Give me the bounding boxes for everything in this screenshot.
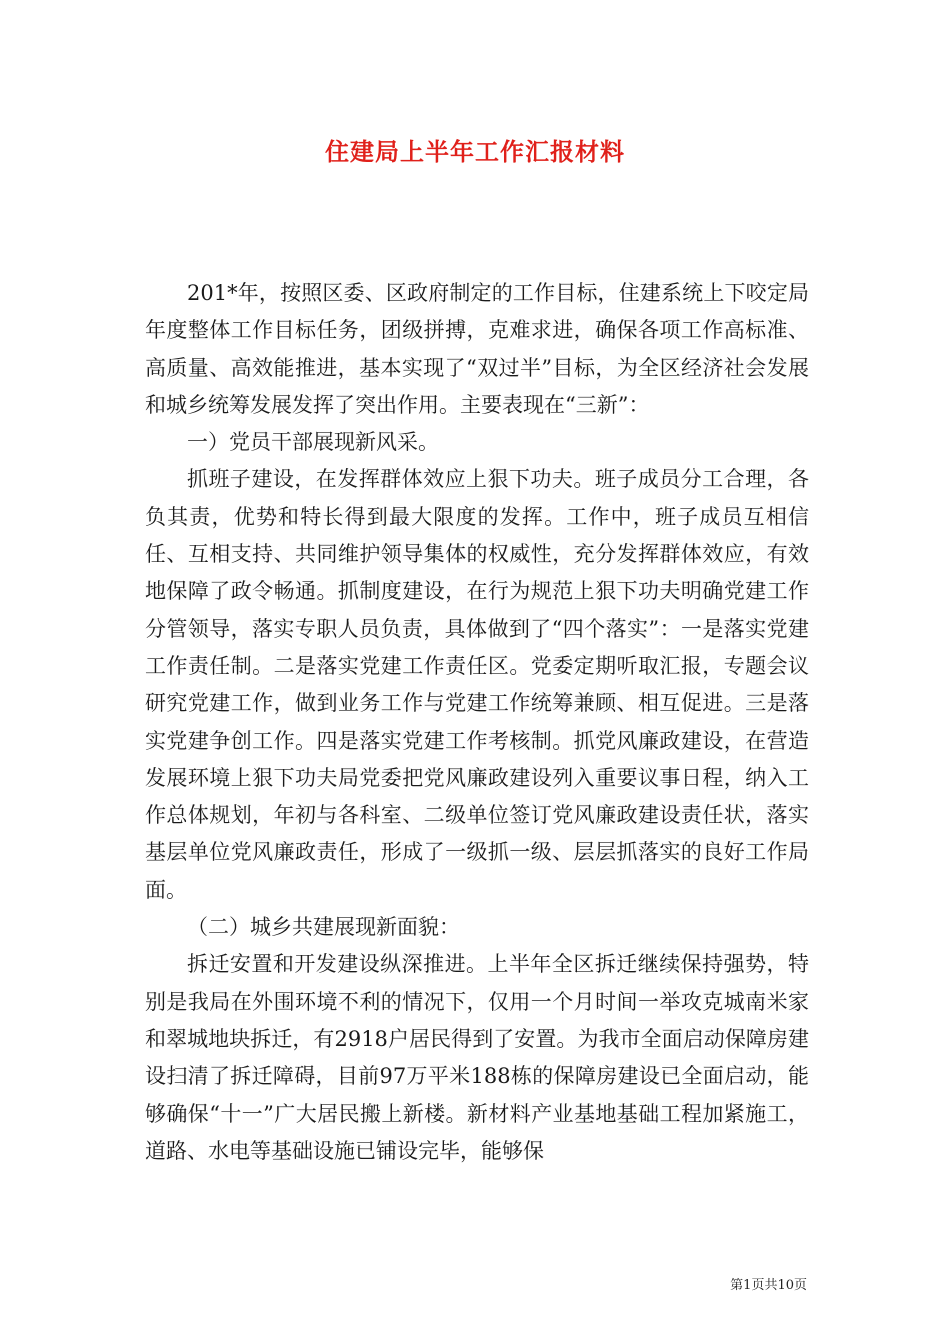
page-number: 第1页共10页 xyxy=(730,1278,807,1293)
section-heading-2: （二）城乡共建展现新面貌： xyxy=(187,915,460,940)
document-body xyxy=(145,275,809,1170)
paragraph-party-building: 抓班子建设，在发挥群体效应上狠下功夫。班子成员分工合理，各负其责，优势和特长得到最大限度的发挥。工作中，班子成员互相信任、互相支持、共同维护领导集体的权威性，充分发挥群体效应，有效地保障了政令畅通。抓制度建设，在行为规范上狠下功夫明确党建工作分管领导，落实专职人员负责，具体做到了“四个落实”：一是落实党建工作责任制。二是落实党建工作责任区。党委定期听取汇报，专题会议研究党建工作，做到业务工作与党建工作统筹兼顾、相互促进。三是落实党建争创工作。四是落实党建工作考核制。抓党风廉政建设，在营造发展环境上狠下功夫局党委把党风廉政建设列入重要议事日程，纳入工作总体规划，年初与各科室、二级单位签订党风廉政建设责任状，落实基层单位党风廉政责任，形成了一级抓一级、层层抓落实的良好工作局面。 xyxy=(145,467,809,902)
paragraph-intro: 201*年，按照区委、区政府制定的工作目标，住建系统上下咬定局年度整体工作目标任务，团级拼搏，克难求进，确保各项工作高标准、高质量、高效能推进，基本实现了“双过半”目标，为全区经济社会发展和城乡统筹发展发挥了突出作用。主要表现在“三新”： xyxy=(145,281,809,417)
section-heading-1: 一）党员干部展现新风采。 xyxy=(187,430,439,455)
document-title: 住建局上半年工作汇报材料 xyxy=(325,137,625,166)
paragraph-urban-rural: 拆迁安置和开发建设纵深推进。上半年全区拆迁继续保持强势，特别是我局在外围环境不利的情况下，仅用一个月时间一举攻克城南米家和翠城地块拆迁，有2918户居民得到了安置。为我市全面启动保障房建设扫清了拆迁障碍，目前97万平米188栋的保障房建设已全面启动，能够确保“十一”广大居民搬上新楼。新材料产业基地基础工程加紧施工，道路、水电等基础设施已铺设完毕，能够保 xyxy=(145,952,809,1163)
